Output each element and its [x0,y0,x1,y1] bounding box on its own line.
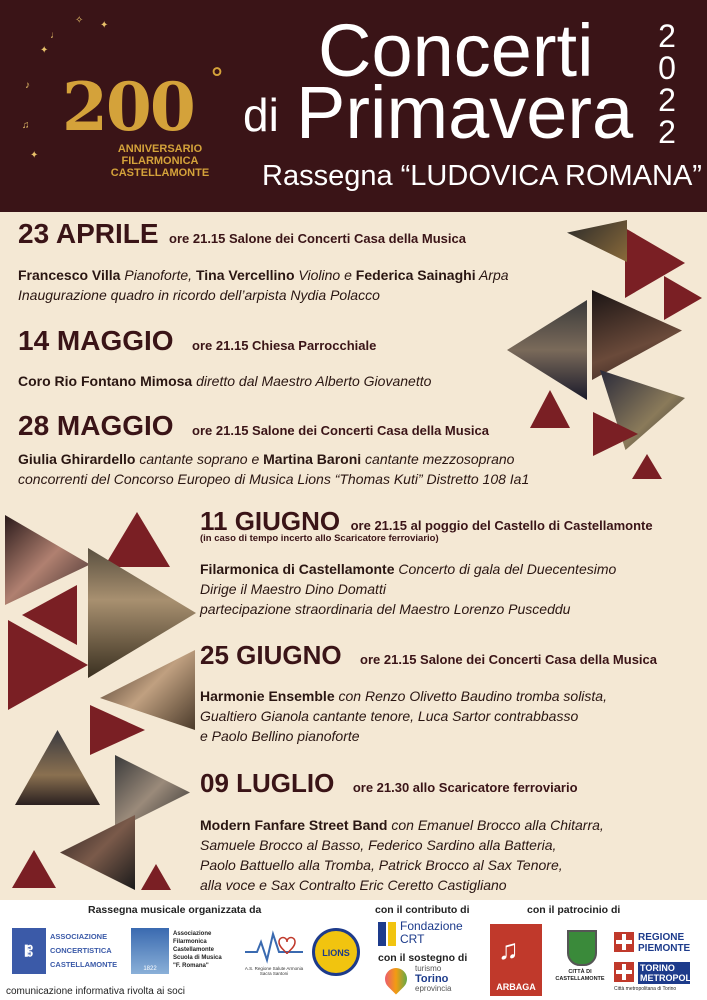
music-note-icon: ♪ [25,80,30,91]
event-line [200,599,616,619]
event-line [200,726,607,746]
year-vertical [652,20,682,148]
support-label: con il sostegno di [378,952,468,964]
year-digit: 0 [658,50,676,86]
event-date: 11 GIUGNO [200,506,341,536]
event-text: Paolo Battuello alla Tromba, Patrick Brocco al Sax Tenore, [200,857,563,873]
sponsor-footer [0,900,707,1000]
fondazione-crt-logo: Fondazione CRT [378,920,488,950]
event-location: ore 21.30 allo Scaricatore ferroviario [352,780,578,795]
decorative-triangle [632,454,662,479]
event-location: ore 21.15 Salone dei Concerti Casa della Musica [169,231,466,246]
event-text: partecipazione straordinaria del Maestro Lorenzo Pusceddu [200,601,571,617]
event-line [200,706,607,726]
event-text: diretto dal Maestro Alberto Giovanetto [192,373,432,389]
event-line [18,449,529,469]
event-text: e Paolo Bellino pianoforte [200,728,360,744]
decorative-triangle [141,864,171,890]
event-text: Samuele Brocco al Basso, Federico Sardino alla Batteria, [200,837,557,853]
performer-name: Francesco Villa [18,267,121,283]
event-line [200,579,616,599]
year-digit: 2 [658,18,676,54]
event-date: 28 MAGGIO [18,410,174,441]
clef-icon: 𝄡 [12,928,46,974]
location-pin-icon [380,963,411,994]
regione-shield-icon [614,932,634,952]
title-primavera: Primavera [296,71,634,154]
decorative-triangle [593,412,638,456]
trumpet-player-photo [115,755,190,830]
event-line [200,875,604,895]
event-details [18,371,431,391]
concert-hall-photo [15,730,100,805]
event-text: Concerto di gala del Duecentesimo [394,561,617,577]
info-note: comunicazione informativa rivolta ai soci [6,986,185,997]
event-block [18,325,376,357]
coat-of-arms-icon [567,930,597,966]
event-line [200,815,604,835]
title-di: di [243,89,279,141]
badge-line: CASTELLAMONTE [110,167,210,179]
musician-photo [60,815,135,890]
year-digit: 2 [658,82,676,118]
decorative-triangle [104,512,170,567]
event-text: Arpa [475,267,509,283]
event-text: con Emanuel Brocco alla Chitarra, [387,817,604,833]
event-block [18,218,466,250]
event-location: ore 21.15 Salone dei Concerti Casa della Musica [192,423,490,438]
star-icon: ✦ [30,150,39,161]
lions-logo: LIONS [312,928,368,978]
event-line [200,855,604,875]
event-text: Dirige il Maestro Dino Domatti [200,581,386,597]
event-details [200,815,604,895]
armonia-logo: A.S. Regione Salute Armonia Sacra Santoni [243,928,305,978]
event-date: 25 GIUGNO [200,640,342,670]
torino-metropoli-logo: TORINO METROPOLI Città metropolitana di Torino [614,963,694,992]
turismo-torino-logo: turismo Torino eprovincia [385,966,485,998]
event-line [18,285,509,305]
performer-name: Tina Vercellino [195,267,295,283]
torino-shield-icon [614,962,634,982]
music-note-icon: ♫ [22,120,30,131]
anniversary-badge [22,15,230,190]
badge-line: ANNIVERSARIO [117,143,203,155]
event-location: ore 21.15 Salone dei Concerti Casa della Musica [360,652,658,667]
decorative-triangle [664,276,702,320]
title-concerti: Concerti [318,9,594,92]
patronage-label: con il patrocinio di [527,904,621,916]
event-details [200,686,607,746]
contribution-label: con il contributo di [375,904,470,916]
year-digit: 2 [658,114,676,150]
event-block [200,506,653,544]
event-details [18,449,529,489]
event-block [18,410,489,442]
heartbeat-icon [243,928,305,966]
event-block [200,640,657,671]
event-text: cantante soprano e [135,451,264,467]
event-text: cantante mezzosoprano [361,451,515,467]
performer-name: Modern Fanfare Street Band [200,817,388,833]
associazione-filarmonica-logo: 1822 Associazione Filarmonica Castellamonte Scuola di Musica "F. Romana" [131,928,239,976]
pianist-photo [507,300,587,400]
event-date: 09 LUGLIO [200,768,335,798]
performer-name: Martina Baroni [263,451,362,467]
event-date: 23 APRILE [18,218,159,249]
event-text: Gualtiero Gianola cantante tenore, Luca Sartor contrabbasso [200,708,579,724]
event-line [200,559,616,579]
event-date: 14 MAGGIO [18,325,174,356]
event-text: con Renzo Olivetto Baudino tromba solista, [334,688,607,704]
arbaga-logo: ♫ ARBAGA [490,924,542,996]
event-details [18,265,509,305]
star-icon: ✧ [75,15,84,26]
music-note-icon: ♫ [498,934,519,965]
performer-name: Giulia Ghirardello [18,451,136,467]
event-line [200,835,604,855]
performer-name: Federica Sainaghi [355,267,476,283]
citta-castellamonte-logo: CITTÀ DI CASTELLAMONTE [553,930,607,996]
organized-by-label: Rassegna musicale organizzata da [88,904,262,916]
event-text: Pianoforte, [120,267,196,283]
music-note-icon: ♩ [50,30,60,41]
associazione-concertistica-logo: 𝄡 ASSOCIAZIONE CONCERTISTICA CASTELLAMONTE [12,928,127,976]
event-text: Inaugurazione quadro in ricordo dell’arpista Nydia Polacco [18,287,380,303]
event-text: alla voce e Sax Contralto Eric Ceretto Castigliano [200,877,507,893]
decorative-triangle [530,390,570,428]
header-banner [0,0,707,212]
event-block [200,768,578,799]
performer-name: Coro Rio Fontano Mimosa [18,373,193,389]
performer-name: Filarmonica di Castellamonte [200,561,395,577]
decorative-triangle [8,620,88,710]
star-icon: ✦ [100,20,109,31]
event-line [18,265,509,285]
badge-degree: ° [210,62,224,95]
event-line [18,371,431,391]
badge-number: 200 [62,68,194,146]
event-location: ore 21.15 Chiesa Parrocchiale [192,338,377,353]
star-icon: ✦ [40,45,49,56]
event-note: (in caso di tempo incerto allo Scaricatore ferroviario) [200,533,439,544]
event-line [200,686,607,706]
instrument-photo [567,220,627,262]
event-location: ore 21.15 al poggio del Castello di Castellamonte [350,518,653,533]
event-line [18,469,529,489]
decorative-triangle [12,850,56,888]
badge-line: FILARMONICA [121,155,199,167]
event-text: concorrenti del Concorso Europeo di Musica Lions “Thomas Kuti” Distretto 108 Ia1 [18,471,530,487]
decorative-triangle [90,705,145,755]
rassegna-subtitle: Rassegna “LUDOVICA ROMANA” [262,160,702,192]
event-details [200,559,616,619]
event-text: Violino e [294,267,356,283]
performer-name: Harmonie Ensemble [200,688,335,704]
regione-piemonte-logo: REGIONE PIEMONTE [614,930,694,956]
